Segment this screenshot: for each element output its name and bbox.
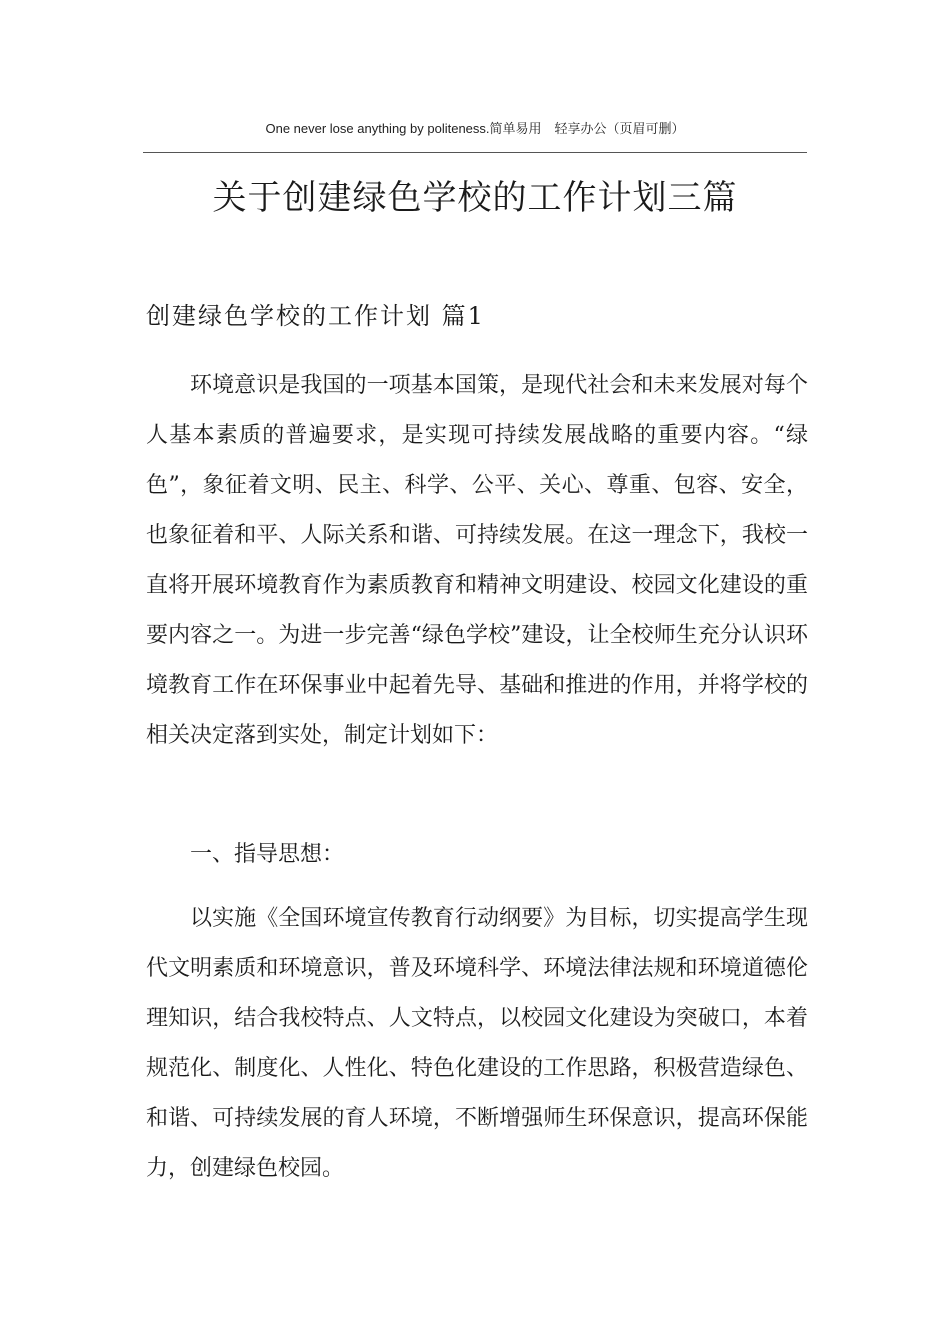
section-heading: 创建绿色学校的工作计划 篇1 [146,302,485,330]
page-header: One never lose anything by politeness.简单易用 轻享办公（页眉可删） [265,121,685,136]
body-paragraph: 环境意识是我国的一项基本国策，是现代社会和未来发展对每个人基本素质的普遍要求，是实现可持续发展战略的重要内容。“绿色”，象征着文明、民主、科学、公平、关心、尊重、包容、安全，也象征着和平、人际关系和谐、可持续发展。在这一理念下，我校一直将开展环境教育作为素质教育和精神文明建设、校园文化建设的重要内容之一。为进一步完善“绿色学校”建设，让全校师生充分认识环境教育工作在环保事业中起着先导、基础和推进的作用，并将学校的相关决定落到实处，制定计划如下： [146,373,808,748]
subsection-heading: 一、指导思想： [190,842,345,867]
document-title: 关于创建绿色学校的工作计划三篇 [212,178,738,218]
body-paragraph: 以实施《全国环境宣传教育行动纲要》为目标，切实提高学生现代文明素质和环境意识，普及环境科学、环境法律法规和环境道德伦理知识，结合我校特点、人文特点，以校园文化建设为突破口，本着规范化、制度化、人性化、特色化建设的工作思路，积极营造绿色、和谐、可持续发展的育人环境，不断增强师生环保意识，提高环保能力，创建绿色校园。 [146,906,808,1181]
header-divider [143,152,807,153]
